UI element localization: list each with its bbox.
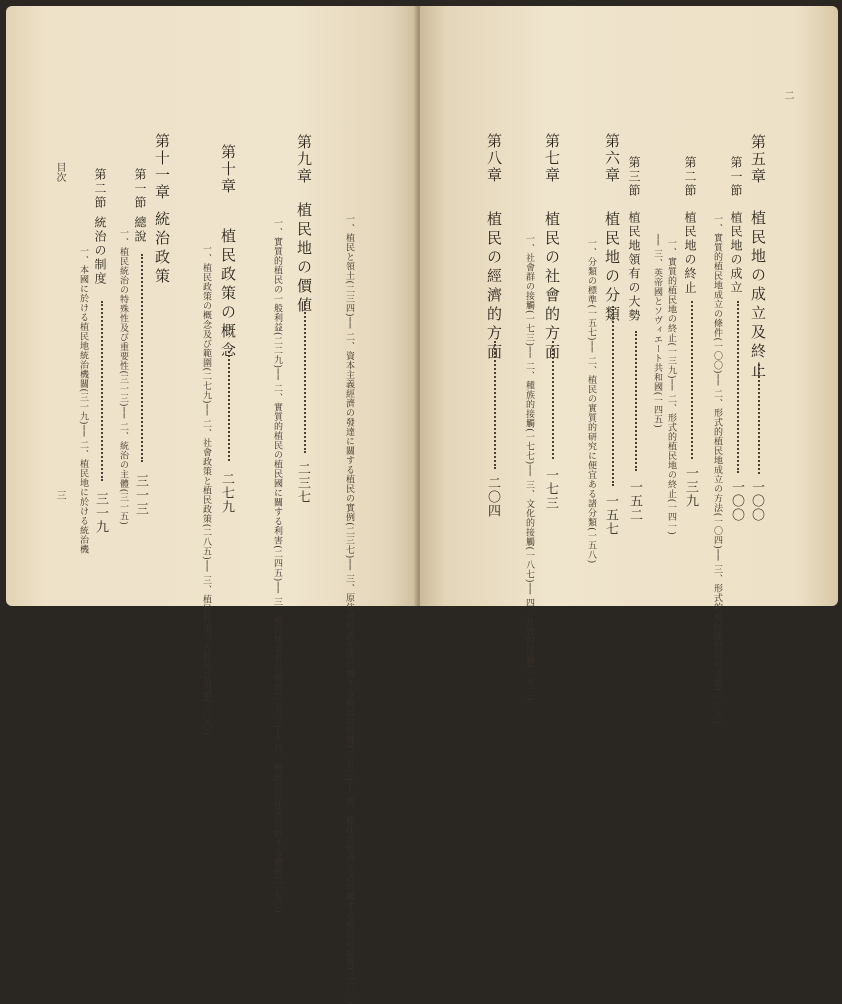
section-label: 第二節 [683, 156, 697, 198]
chapter-label: 第六章 [603, 133, 621, 184]
dot-leader [141, 254, 143, 462]
chapter-title: 植民地の成立及終止 [749, 210, 767, 381]
chapter-title: 植民政策の概念 [219, 228, 237, 361]
section-title: 植民地の成立 [729, 211, 743, 295]
chapter-page: 二七九 [219, 472, 234, 514]
section-page: 一五二 [627, 480, 642, 522]
chapter-label: 第九章 [295, 134, 313, 185]
chapter-label: 第五章 [749, 134, 767, 185]
section-page: 三一九 [93, 492, 108, 534]
dot-leader [228, 351, 230, 461]
dot-leader [552, 341, 554, 459]
chapter-title: 統治政策 [153, 211, 171, 287]
dot-leader [304, 301, 306, 453]
chapter-page: 一五七 [603, 494, 618, 536]
dot-leader [635, 331, 637, 471]
dot-leader [691, 301, 693, 459]
dot-leader [737, 301, 739, 473]
page-number: 三 [54, 490, 65, 500]
section-items: 一、植民統治の特殊性及び重要性(三一三)── 二、統治の主體(三一五) [118, 228, 128, 526]
section-title: 統治の制度 [93, 216, 107, 286]
section-label: 第一節 [729, 156, 743, 198]
section-title: 植民地領有の大勢 [627, 211, 641, 323]
section-page: 一〇〇 [729, 480, 744, 522]
chapter-items: 一、植民と領土(二三四)── 二、資本主義經濟の發達に關する植民の實例(二三七)── 三、原住者經濟生活に關する植民の影響(二五二)── 四、移住者經濟生活に關する植民の影響(二六三) [344, 214, 354, 1004]
section-label: 第三節 [627, 156, 641, 198]
page-number: 二 [782, 90, 793, 100]
chapter-page: 二〇四 [485, 476, 500, 518]
chapter-items: 一、實質的植民の一般利益(二二九)── 二、實質的植民の植民國に關する利害(二四五)── 三、植民地領有の價値(二五二)── 四、植民の原住者に對する價値(二七〇) [272, 218, 282, 914]
dot-leader [101, 301, 103, 481]
chapter-title: 植民地の價値 [295, 202, 313, 316]
right-page [420, 6, 838, 725]
chapter-page: 一七三 [543, 468, 558, 510]
chapter-label: 第七章 [543, 133, 561, 184]
section-items: 一、本國に於ける植民地統治機關(三一九)── 二、植民地に於ける統治機 [78, 246, 88, 555]
chapter-label: 第八章 [485, 133, 503, 184]
section-label: 第二節 [93, 168, 107, 210]
chapter-title: 植民の經濟的方面 [485, 211, 503, 363]
section-page: 三一三 [133, 474, 148, 516]
section-items: 一、實質的植民地成立の條件(一〇〇)── 二、形式的植民地成立の方法(一〇四)── 三、形式的植民地創設の主體(一二六) [712, 214, 722, 725]
dot-leader [494, 341, 496, 469]
chapter-label: 第十章 [219, 144, 237, 195]
chapter-page: 二三七 [295, 462, 310, 504]
section-items: 一、實質的植民地の終止(一三九)── 二、形式的植民地の終止(一四一) [666, 238, 676, 536]
chapter-title: 植民地の分類 [603, 211, 621, 325]
section-page: 一三九 [683, 466, 698, 508]
section-title: 總說 [133, 216, 147, 244]
chapter-label: 第十一章 [153, 133, 171, 201]
chapter-items: 一、植民政策の概念及び範圍(二七九)── 二、社會政策と植民政策(二八五)── 三、植民政策の方針及び價値(三〇〇) [201, 244, 211, 736]
section-label: 第一節 [133, 168, 147, 210]
section-items: ── 三、英帝國とソヴィエート共和國(一四五) [652, 234, 662, 429]
dot-leader [758, 364, 760, 474]
left-page [6, 6, 418, 1004]
running-header: 目次 [54, 162, 65, 182]
chapter-page: 一〇〇 [749, 480, 764, 522]
chapter-items: 一、分類の標準(一五七)── 二、植民の實質的研究に便宜ある諸分類(一五八) [586, 238, 596, 564]
chapter-items: 一、社會群の接觸(一七三)── 二、種族的接觸(一七七)── 三、文化的接觸(一八七)── 四、社會的接觸(一九三) [524, 234, 534, 702]
section-title: 植民地の終止 [683, 211, 697, 295]
chapter-title: 植民の社會的方面 [543, 211, 561, 363]
dot-leader [612, 306, 614, 486]
